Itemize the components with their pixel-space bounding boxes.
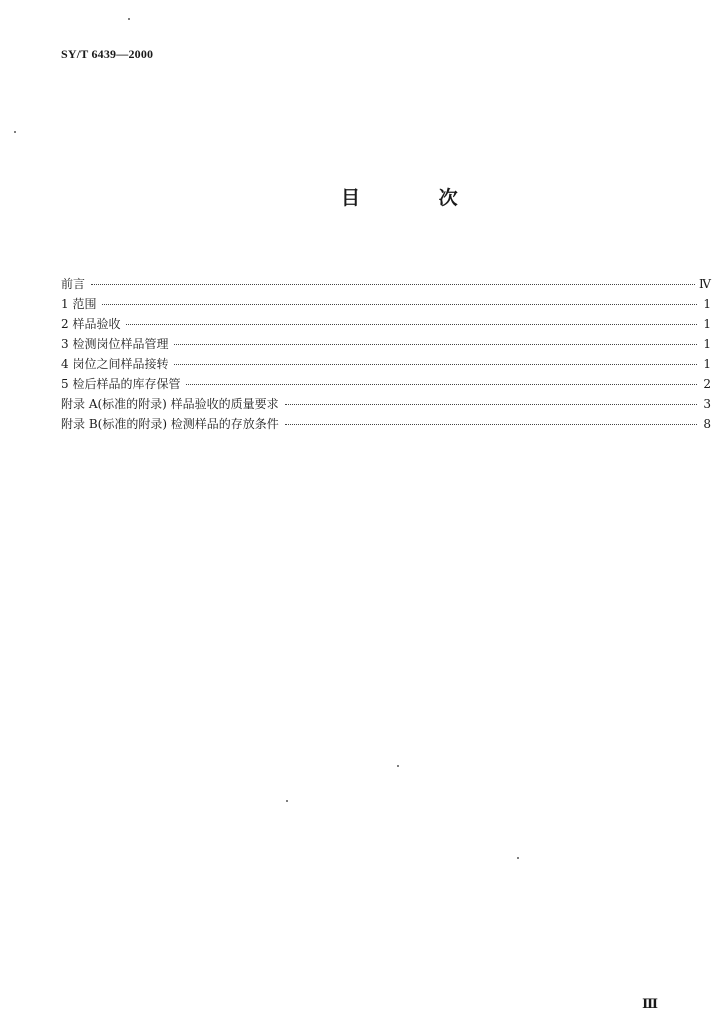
dot-leader — [285, 404, 697, 405]
toc-entry-storage[interactable] — [61, 374, 711, 394]
toc-entry-label: 附录 A(标准的附录) 样品验收的质量要求 — [61, 397, 279, 411]
toc-entry-page: 2 — [703, 377, 711, 391]
toc-entry-page: 1 — [703, 317, 711, 331]
toc-entry-label: 2 样品验收 — [61, 317, 121, 331]
toc-entry-sample-acceptance[interactable] — [61, 314, 711, 334]
scan-speck — [128, 18, 130, 20]
page-number: Ⅲ — [642, 996, 658, 1011]
standard-number: SY/T 6439—2000 — [61, 47, 154, 61]
toc-entry-scope[interactable] — [61, 294, 711, 314]
toc-entry-station-management[interactable] — [61, 334, 711, 354]
dot-leader — [126, 324, 697, 325]
dot-leader — [186, 384, 697, 385]
table-of-contents — [61, 274, 711, 434]
toc-entry-page: 3 — [703, 397, 711, 411]
toc-entry-foreword[interactable] — [61, 274, 711, 294]
toc-entry-appendix-b[interactable] — [61, 414, 711, 434]
scan-speck — [397, 765, 399, 767]
toc-entry-appendix-a[interactable] — [61, 394, 711, 414]
dot-leader — [102, 304, 697, 305]
scan-speck — [286, 800, 288, 802]
toc-entry-label: 4 岗位之间样品接转 — [61, 357, 169, 371]
toc-entry-page: 8 — [703, 417, 711, 431]
scan-speck — [14, 131, 16, 133]
toc-entry-label: 附录 B(标准的附录) 检测样品的存放条件 — [61, 417, 279, 431]
toc-entry-label: 3 检测岗位样品管理 — [61, 337, 169, 351]
toc-entry-label: 5 检后样品的库存保管 — [61, 377, 181, 391]
toc-entry-sample-transfer[interactable] — [61, 354, 711, 374]
scan-speck — [517, 857, 519, 859]
toc-entry-page: Ⅳ — [699, 277, 711, 291]
dot-leader — [285, 424, 697, 425]
toc-entry-page: 1 — [703, 337, 711, 351]
toc-entry-page: 1 — [703, 297, 711, 311]
dot-leader — [174, 344, 697, 345]
toc-entry-page: 1 — [703, 357, 711, 371]
toc-entry-label: 前言 — [61, 277, 86, 291]
page-title: 目 次 — [341, 187, 494, 209]
dot-leader — [174, 364, 697, 365]
dot-leader — [91, 284, 695, 285]
toc-entry-label: 1 范围 — [61, 297, 97, 311]
